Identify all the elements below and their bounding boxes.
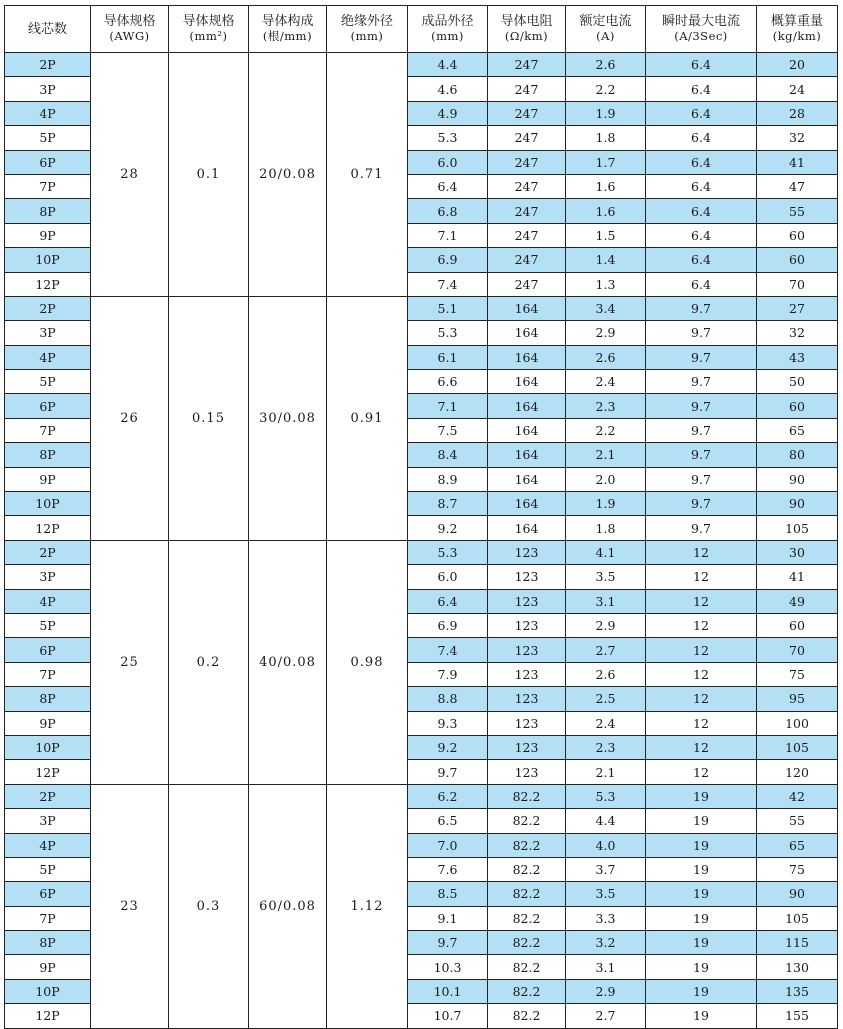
max-current-cell: 19	[646, 979, 757, 1003]
cores-cell: 8P	[5, 687, 91, 711]
max-current-cell: 9.7	[646, 296, 757, 320]
finished-od-cell: 9.7	[408, 931, 488, 955]
finished-od-cell: 6.1	[408, 345, 488, 369]
awg-cell: 23	[91, 784, 169, 1028]
cores-cell: 5P	[5, 370, 91, 394]
cores-cell: 8P	[5, 931, 91, 955]
rated-current-cell: 3.4	[566, 296, 646, 320]
rated-current-cell: 1.9	[566, 101, 646, 125]
finished-od-cell: 5.1	[408, 296, 488, 320]
rated-current-cell: 3.7	[566, 857, 646, 881]
insulation-od-cell: 0.91	[327, 296, 408, 540]
rated-current-cell: 3.2	[566, 931, 646, 955]
resistance-cell: 247	[488, 53, 566, 77]
finished-od-cell: 9.7	[408, 760, 488, 784]
max-current-cell: 6.4	[646, 53, 757, 77]
finished-od-cell: 7.0	[408, 833, 488, 857]
construction-cell: 60/0.08	[249, 784, 327, 1028]
resistance-cell: 164	[488, 394, 566, 418]
header-unit: (mm)	[431, 29, 464, 43]
weight-cell: 80	[757, 443, 838, 467]
cores-cell: 6P	[5, 150, 91, 174]
max-current-cell: 12	[646, 565, 757, 589]
rated-current-cell: 3.1	[566, 955, 646, 979]
max-current-cell: 6.4	[646, 126, 757, 150]
cores-cell: 2P	[5, 53, 91, 77]
max-current-cell: 19	[646, 833, 757, 857]
resistance-cell: 123	[488, 638, 566, 662]
weight-cell: 70	[757, 272, 838, 296]
rated-current-cell: 4.1	[566, 540, 646, 564]
weight-cell: 90	[757, 882, 838, 906]
resistance-cell: 123	[488, 662, 566, 686]
rated-current-cell: 2.1	[566, 760, 646, 784]
rated-current-cell: 1.8	[566, 126, 646, 150]
resistance-cell: 164	[488, 492, 566, 516]
weight-cell: 32	[757, 126, 838, 150]
resistance-cell: 247	[488, 77, 566, 101]
header-unit: (根/mm)	[262, 29, 313, 43]
max-current-cell: 12	[646, 735, 757, 759]
finished-od-cell: 7.9	[408, 662, 488, 686]
cores-cell: 2P	[5, 296, 91, 320]
finished-od-cell: 5.3	[408, 126, 488, 150]
rated-current-cell: 4.0	[566, 833, 646, 857]
resistance-cell: 123	[488, 540, 566, 564]
finished-od-cell: 10.7	[408, 1004, 488, 1028]
rated-current-cell: 4.4	[566, 809, 646, 833]
header-label: 导体规格	[182, 14, 235, 29]
resistance-cell: 247	[488, 248, 566, 272]
resistance-cell: 247	[488, 174, 566, 198]
construction-cell: 40/0.08	[249, 540, 327, 784]
header-rated-current	[566, 6, 646, 53]
cores-cell: 10P	[5, 492, 91, 516]
resistance-cell: 164	[488, 467, 566, 491]
max-current-cell: 19	[646, 931, 757, 955]
rated-current-cell: 2.9	[566, 613, 646, 637]
cores-cell: 8P	[5, 443, 91, 467]
rated-current-cell: 2.0	[566, 467, 646, 491]
rated-current-cell: 1.4	[566, 248, 646, 272]
resistance-cell: 82.2	[488, 857, 566, 881]
weight-cell: 27	[757, 296, 838, 320]
header-label: 成品外径	[421, 14, 474, 29]
max-current-cell: 9.7	[646, 321, 757, 345]
finished-od-cell: 9.3	[408, 711, 488, 735]
header-awg	[91, 6, 169, 53]
rated-current-cell: 1.7	[566, 150, 646, 174]
header-cores	[5, 6, 91, 53]
insulation-od-cell: 0.98	[327, 540, 408, 784]
resistance-cell: 164	[488, 321, 566, 345]
header-label: 导体电阻	[500, 14, 553, 29]
max-current-cell: 6.4	[646, 77, 757, 101]
max-current-cell: 9.7	[646, 443, 757, 467]
construction-cell: 30/0.08	[249, 296, 327, 540]
insulation-od-cell: 0.71	[327, 53, 408, 297]
awg-cell: 25	[91, 540, 169, 784]
resistance-cell: 247	[488, 150, 566, 174]
weight-cell: 42	[757, 784, 838, 808]
header-weight	[757, 6, 838, 53]
resistance-cell: 247	[488, 272, 566, 296]
insulation-od-cell: 1.12	[327, 784, 408, 1028]
max-current-cell: 9.7	[646, 394, 757, 418]
weight-cell: 90	[757, 467, 838, 491]
max-current-cell: 9.7	[646, 492, 757, 516]
resistance-cell: 82.2	[488, 1004, 566, 1028]
header-unit: (A)	[596, 29, 615, 43]
weight-cell: 32	[757, 321, 838, 345]
rated-current-cell: 1.5	[566, 223, 646, 247]
header-unit: (Ω/km)	[504, 29, 549, 43]
finished-od-cell: 6.5	[408, 809, 488, 833]
header-label: 瞬时最大电流	[661, 14, 740, 29]
cores-cell: 2P	[5, 540, 91, 564]
cores-cell: 9P	[5, 223, 91, 247]
resistance-cell: 82.2	[488, 979, 566, 1003]
resistance-cell: 164	[488, 443, 566, 467]
finished-od-cell: 7.4	[408, 638, 488, 662]
resistance-cell: 247	[488, 101, 566, 125]
finished-od-cell: 4.6	[408, 77, 488, 101]
max-current-cell: 12	[646, 687, 757, 711]
header-unit: (kg/km)	[772, 29, 822, 43]
header-resistance	[488, 6, 566, 53]
rated-current-cell: 2.2	[566, 77, 646, 101]
finished-od-cell: 7.1	[408, 223, 488, 247]
cores-cell: 3P	[5, 77, 91, 101]
header-construction	[249, 6, 327, 53]
weight-cell: 28	[757, 101, 838, 125]
finished-od-cell: 6.9	[408, 248, 488, 272]
resistance-cell: 247	[488, 223, 566, 247]
rated-current-cell: 3.3	[566, 906, 646, 930]
resistance-cell: 247	[488, 199, 566, 223]
rated-current-cell: 2.6	[566, 345, 646, 369]
finished-od-cell: 4.9	[408, 101, 488, 125]
rated-current-cell: 2.6	[566, 662, 646, 686]
table-row	[5, 53, 838, 77]
weight-cell: 65	[757, 418, 838, 442]
rated-current-cell: 2.5	[566, 687, 646, 711]
weight-cell: 105	[757, 516, 838, 540]
resistance-cell: 164	[488, 345, 566, 369]
rated-current-cell: 1.6	[566, 199, 646, 223]
max-current-cell: 9.7	[646, 370, 757, 394]
cores-cell: 7P	[5, 662, 91, 686]
resistance-cell: 82.2	[488, 882, 566, 906]
cores-cell: 7P	[5, 418, 91, 442]
max-current-cell: 6.4	[646, 150, 757, 174]
rated-current-cell: 5.3	[566, 784, 646, 808]
cores-cell: 7P	[5, 174, 91, 198]
header-label: 概算重量	[770, 14, 823, 29]
table-row	[5, 296, 838, 320]
finished-od-cell: 5.3	[408, 321, 488, 345]
weight-cell: 41	[757, 150, 838, 174]
weight-cell: 49	[757, 589, 838, 613]
header-label: 绝缘外径	[340, 14, 393, 29]
cores-cell: 10P	[5, 979, 91, 1003]
header-label: 导体规格	[103, 14, 156, 29]
finished-od-cell: 6.4	[408, 174, 488, 198]
resistance-cell: 123	[488, 760, 566, 784]
max-current-cell: 6.4	[646, 101, 757, 125]
resistance-cell: 164	[488, 296, 566, 320]
header-label: 线芯数	[27, 21, 67, 37]
finished-od-cell: 6.4	[408, 589, 488, 613]
cores-cell: 5P	[5, 126, 91, 150]
weight-cell: 65	[757, 833, 838, 857]
weight-cell: 105	[757, 735, 838, 759]
rated-current-cell: 2.4	[566, 711, 646, 735]
finished-od-cell: 8.7	[408, 492, 488, 516]
cores-cell: 9P	[5, 467, 91, 491]
header-row	[5, 6, 838, 53]
max-current-cell: 19	[646, 882, 757, 906]
cable-spec-table	[4, 5, 838, 1029]
finished-od-cell: 8.5	[408, 882, 488, 906]
weight-cell: 135	[757, 979, 838, 1003]
rated-current-cell: 3.1	[566, 589, 646, 613]
finished-od-cell: 7.1	[408, 394, 488, 418]
finished-od-cell: 6.0	[408, 150, 488, 174]
max-current-cell: 9.7	[646, 467, 757, 491]
max-current-cell: 9.7	[646, 516, 757, 540]
rated-current-cell: 2.1	[566, 443, 646, 467]
rated-current-cell: 1.3	[566, 272, 646, 296]
resistance-cell: 82.2	[488, 906, 566, 930]
resistance-cell: 82.2	[488, 833, 566, 857]
resistance-cell: 123	[488, 565, 566, 589]
header-unit: (AWG)	[109, 29, 150, 43]
rated-current-cell: 2.7	[566, 1004, 646, 1028]
weight-cell: 70	[757, 638, 838, 662]
max-current-cell: 12	[646, 540, 757, 564]
max-current-cell: 6.4	[646, 272, 757, 296]
finished-od-cell: 7.5	[408, 418, 488, 442]
max-current-cell: 6.4	[646, 223, 757, 247]
finished-od-cell: 9.1	[408, 906, 488, 930]
finished-od-cell: 7.6	[408, 857, 488, 881]
finished-od-cell: 7.4	[408, 272, 488, 296]
weight-cell: 47	[757, 174, 838, 198]
cores-cell: 12P	[5, 272, 91, 296]
finished-od-cell: 5.3	[408, 540, 488, 564]
header-mm2	[169, 6, 249, 53]
weight-cell: 60	[757, 613, 838, 637]
finished-od-cell: 8.9	[408, 467, 488, 491]
finished-od-cell: 6.0	[408, 565, 488, 589]
weight-cell: 60	[757, 394, 838, 418]
cores-cell: 4P	[5, 833, 91, 857]
table-body	[5, 53, 838, 1029]
resistance-cell: 164	[488, 516, 566, 540]
resistance-cell: 123	[488, 735, 566, 759]
weight-cell: 115	[757, 931, 838, 955]
cores-cell: 4P	[5, 589, 91, 613]
cores-cell: 6P	[5, 882, 91, 906]
header-label: 导体构成	[261, 14, 314, 29]
weight-cell: 100	[757, 711, 838, 735]
max-current-cell: 12	[646, 760, 757, 784]
resistance-cell: 247	[488, 126, 566, 150]
resistance-cell: 164	[488, 370, 566, 394]
header-unit: (mm²)	[189, 29, 228, 43]
max-current-cell: 19	[646, 809, 757, 833]
header-unit: (mm)	[350, 29, 384, 43]
mm2-cell: 0.1	[169, 53, 249, 297]
cores-cell: 12P	[5, 516, 91, 540]
max-current-cell: 9.7	[646, 418, 757, 442]
max-current-cell: 6.4	[646, 248, 757, 272]
weight-cell: 95	[757, 687, 838, 711]
cores-cell: 8P	[5, 199, 91, 223]
weight-cell: 75	[757, 662, 838, 686]
cores-cell: 4P	[5, 345, 91, 369]
rated-current-cell: 2.3	[566, 394, 646, 418]
finished-od-cell: 10.3	[408, 955, 488, 979]
rated-current-cell: 2.2	[566, 418, 646, 442]
rated-current-cell: 2.9	[566, 321, 646, 345]
resistance-cell: 123	[488, 687, 566, 711]
weight-cell: 24	[757, 77, 838, 101]
cores-cell: 12P	[5, 1004, 91, 1028]
finished-od-cell: 8.8	[408, 687, 488, 711]
header-finished-od	[408, 6, 488, 53]
weight-cell: 130	[757, 955, 838, 979]
finished-od-cell: 9.2	[408, 735, 488, 759]
max-current-cell: 19	[646, 906, 757, 930]
cores-cell: 9P	[5, 711, 91, 735]
mm2-cell: 0.15	[169, 296, 249, 540]
cores-cell: 2P	[5, 784, 91, 808]
rated-current-cell: 1.8	[566, 516, 646, 540]
rated-current-cell: 1.9	[566, 492, 646, 516]
table-row	[5, 540, 838, 564]
finished-od-cell: 10.1	[408, 979, 488, 1003]
cores-cell: 10P	[5, 735, 91, 759]
resistance-cell: 123	[488, 589, 566, 613]
rated-current-cell: 2.7	[566, 638, 646, 662]
max-current-cell: 6.4	[646, 199, 757, 223]
rated-current-cell: 2.4	[566, 370, 646, 394]
resistance-cell: 82.2	[488, 784, 566, 808]
rated-current-cell: 3.5	[566, 882, 646, 906]
cores-cell: 9P	[5, 955, 91, 979]
max-current-cell: 12	[646, 711, 757, 735]
resistance-cell: 123	[488, 613, 566, 637]
weight-cell: 50	[757, 370, 838, 394]
weight-cell: 155	[757, 1004, 838, 1028]
construction-cell: 20/0.08	[249, 53, 327, 297]
max-current-cell: 19	[646, 857, 757, 881]
max-current-cell: 12	[646, 589, 757, 613]
weight-cell: 105	[757, 906, 838, 930]
rated-current-cell: 2.6	[566, 53, 646, 77]
max-current-cell: 12	[646, 613, 757, 637]
max-current-cell: 6.4	[646, 174, 757, 198]
cores-cell: 10P	[5, 248, 91, 272]
finished-od-cell: 8.4	[408, 443, 488, 467]
table-row	[5, 784, 838, 808]
weight-cell: 20	[757, 53, 838, 77]
weight-cell: 120	[757, 760, 838, 784]
cores-cell: 3P	[5, 565, 91, 589]
header-max-current	[646, 6, 757, 53]
resistance-cell: 164	[488, 418, 566, 442]
weight-cell: 41	[757, 565, 838, 589]
finished-od-cell: 6.8	[408, 199, 488, 223]
awg-cell: 28	[91, 53, 169, 297]
header-label: 额定电流	[579, 14, 632, 29]
weight-cell: 75	[757, 857, 838, 881]
cores-cell: 3P	[5, 321, 91, 345]
max-current-cell: 19	[646, 1004, 757, 1028]
resistance-cell: 82.2	[488, 931, 566, 955]
cores-cell: 6P	[5, 394, 91, 418]
max-current-cell: 19	[646, 955, 757, 979]
mm2-cell: 0.3	[169, 784, 249, 1028]
cores-cell: 5P	[5, 613, 91, 637]
weight-cell: 43	[757, 345, 838, 369]
rated-current-cell: 3.5	[566, 565, 646, 589]
resistance-cell: 123	[488, 711, 566, 735]
header-insulation-od	[327, 6, 408, 53]
cores-cell: 4P	[5, 101, 91, 125]
header-unit: (A/3Sec)	[674, 29, 728, 43]
finished-od-cell: 6.9	[408, 613, 488, 637]
finished-od-cell: 4.4	[408, 53, 488, 77]
weight-cell: 55	[757, 199, 838, 223]
weight-cell: 55	[757, 809, 838, 833]
finished-od-cell: 6.2	[408, 784, 488, 808]
rated-current-cell: 1.6	[566, 174, 646, 198]
cores-cell: 7P	[5, 906, 91, 930]
finished-od-cell: 6.6	[408, 370, 488, 394]
cores-cell: 3P	[5, 809, 91, 833]
awg-cell: 26	[91, 296, 169, 540]
max-current-cell: 9.7	[646, 345, 757, 369]
weight-cell: 30	[757, 540, 838, 564]
finished-od-cell: 9.2	[408, 516, 488, 540]
max-current-cell: 12	[646, 662, 757, 686]
rated-current-cell: 2.3	[566, 735, 646, 759]
max-current-cell: 19	[646, 784, 757, 808]
weight-cell: 60	[757, 223, 838, 247]
max-current-cell: 12	[646, 638, 757, 662]
cores-cell: 12P	[5, 760, 91, 784]
cores-cell: 5P	[5, 857, 91, 881]
resistance-cell: 82.2	[488, 809, 566, 833]
resistance-cell: 82.2	[488, 955, 566, 979]
rated-current-cell: 2.9	[566, 979, 646, 1003]
cores-cell: 6P	[5, 638, 91, 662]
weight-cell: 90	[757, 492, 838, 516]
weight-cell: 60	[757, 248, 838, 272]
mm2-cell: 0.2	[169, 540, 249, 784]
